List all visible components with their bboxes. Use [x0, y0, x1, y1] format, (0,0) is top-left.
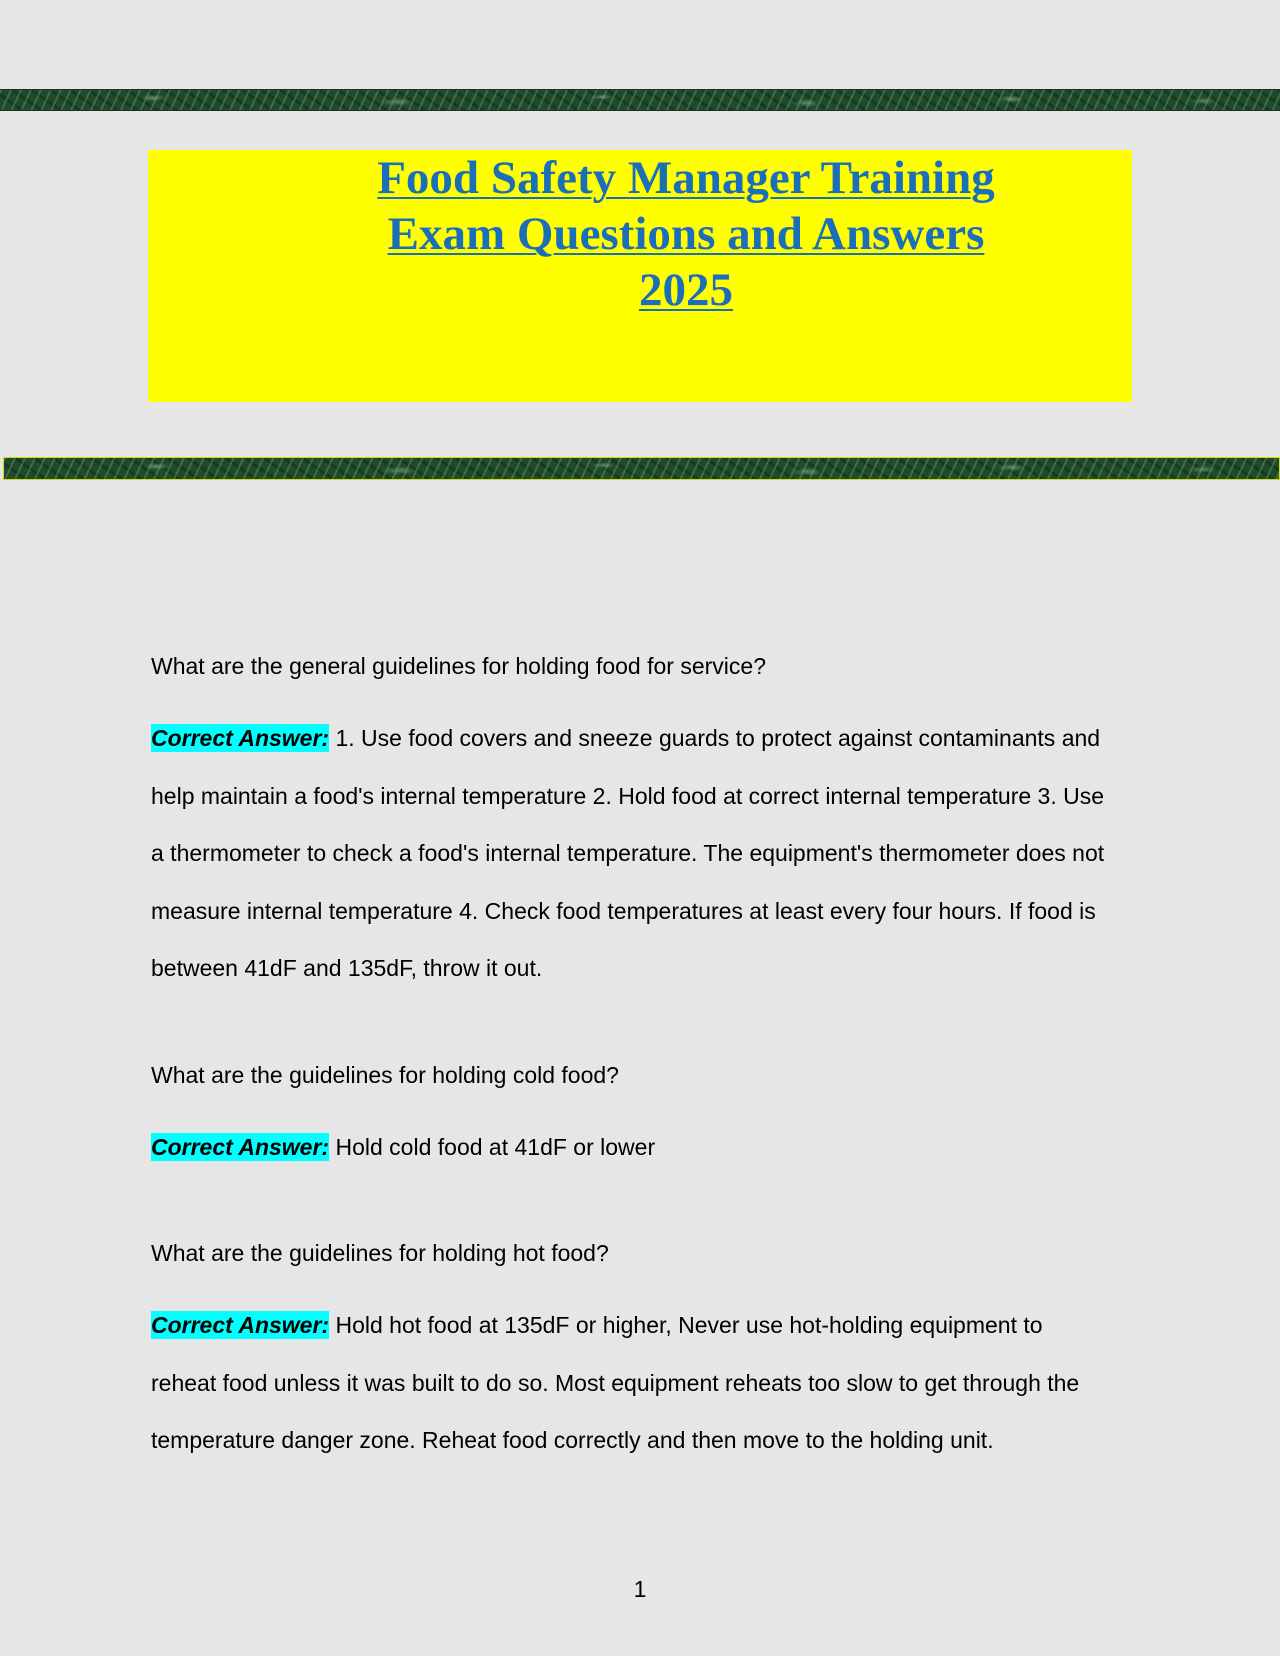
decorative-band-top: [0, 89, 1280, 111]
answer-text: Hold hot food at 135dF or higher, Never use hot-holding equipment to reheat food unless it was built to do so. Most equipment reheats too slow to get through the temperature danger zone. Reheat food correctly and then move to the holding unit.: [151, 1312, 1080, 1453]
page-number: 1: [633, 1576, 647, 1602]
question-text: What are the general guidelines for holding food for service?: [151, 653, 766, 679]
question-text: What are the guidelines for holding cold food?: [151, 1061, 619, 1088]
question-text: What are the guidelines for holding hot food?: [151, 1240, 609, 1266]
correct-answer-label: Correct Answer:: [151, 1312, 330, 1338]
answer-paragraph: [151, 710, 1111, 998]
answer-paragraph: [151, 1119, 1111, 1177]
answer-text: 1. Use food covers and sneeze guards to protect against contaminants and help maintain a food's internal temperature 2. Hold food at correct internal temperature 3. Use a thermometer to check a food's internal temperature. The equipment's thermometer does not measure internal temperature 4. Check food temperatures at least every four hours. If food is between 41dF and 135dF, throw it out.: [151, 725, 1105, 981]
title-line-2: Exam Questions and Answers: [387, 208, 985, 260]
title-line-3: 2025: [639, 264, 733, 316]
title-line-1: Food Safety Manager Training: [377, 152, 995, 204]
answer-paragraph: [151, 1297, 1111, 1470]
answer-text: Hold cold food at 41dF or lower: [335, 1133, 656, 1160]
document-title: [336, 150, 1036, 318]
correct-answer-label: Correct Answer:: [151, 725, 330, 751]
qa-list: [151, 646, 1111, 1527]
decorative-band-bottom: [3, 457, 1280, 480]
correct-answer-label: Correct Answer:: [151, 1133, 330, 1160]
qa-item: [151, 646, 1111, 998]
qa-item: [151, 1233, 1111, 1470]
qa-item: [151, 1055, 1111, 1177]
